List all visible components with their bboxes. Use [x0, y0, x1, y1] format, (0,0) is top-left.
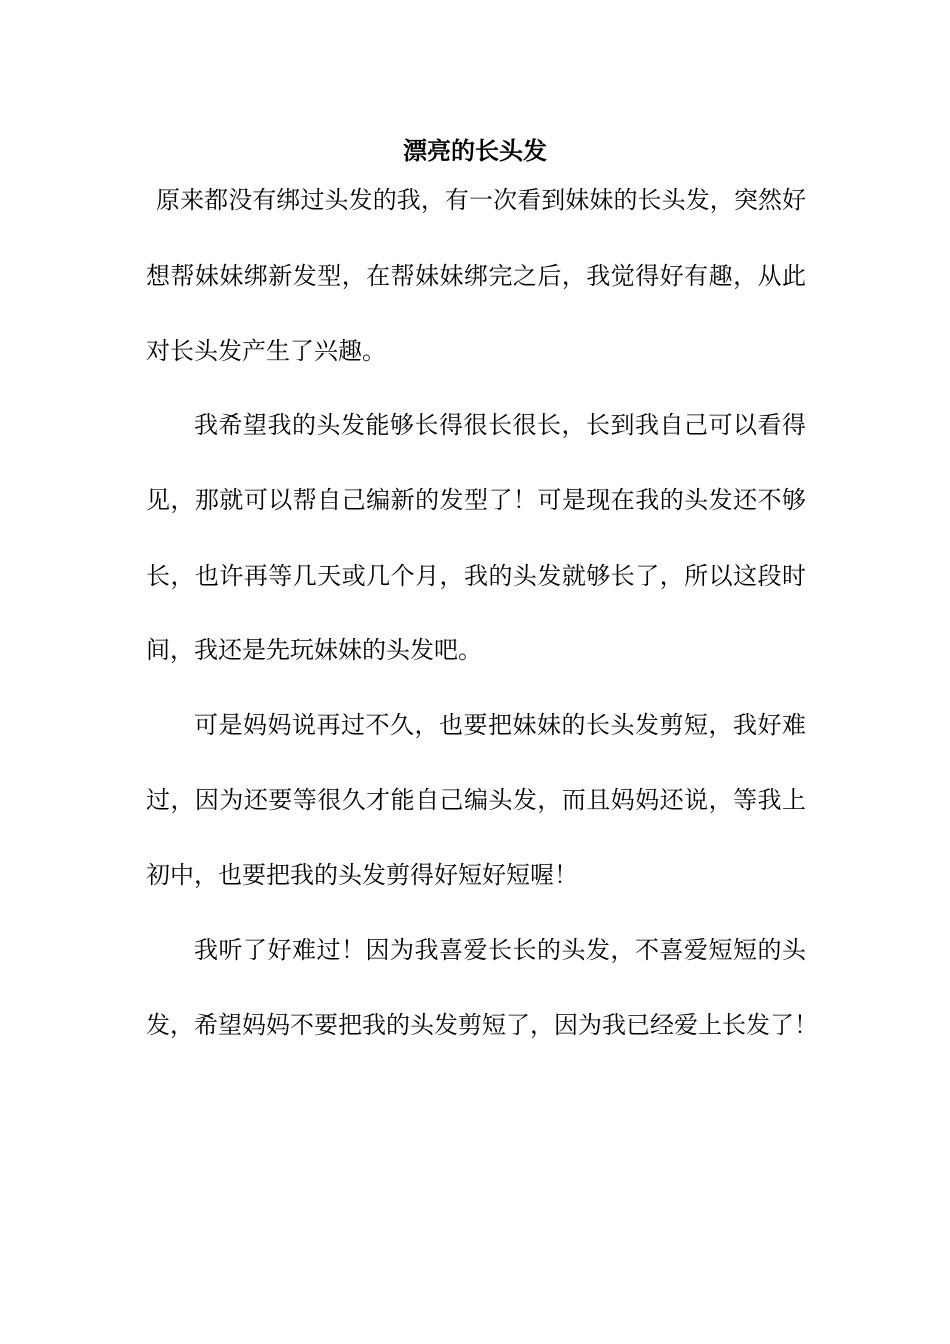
paragraph-2-line-1: 我希望我的头发能够长得很长很长，长到我自己可以看得 [194, 411, 806, 439]
paragraph-4-line-1: 我听了好难过！因为我喜爱长长的头发，不喜爱短短的头 [194, 936, 806, 964]
paragraph-3-line-3: 初中，也要把我的头发剪得好短好短喔！ [146, 861, 578, 889]
paragraph-4-line-2: 发，希望妈妈不要把我的头发剪短了，因为我已经爱上长发了！ [146, 1011, 818, 1039]
document-title: 漂亮的长头发 [403, 136, 547, 165]
paragraph-3-line-1: 可是妈妈说再过不久，也要把妹妹的长头发剪短，我好难 [194, 711, 806, 739]
paragraph-1-line-3: 对长头发产生了兴趣。 [146, 337, 386, 365]
paragraph-1-line-1: 原来都没有绑过头发的我，有一次看到妹妹的长头发，突然好 [156, 186, 806, 214]
paragraph-1-line-2: 想帮妹妹绑新发型，在帮妹妹绑完之后，我觉得好有趣，从此 [146, 262, 806, 290]
paragraph-3-line-2: 过，因为还要等很久才能自己编头发，而且妈妈还说，等我上 [146, 786, 806, 814]
paragraph-2-line-2: 见，那就可以帮自己编新的发型了！可是现在我的头发还不够 [146, 486, 806, 514]
paragraph-2-line-4: 间，我还是先玩妹妹的头发吧。 [146, 636, 482, 664]
paragraph-2-line-3: 长，也许再等几天或几个月，我的头发就够长了，所以这段时 [146, 562, 806, 590]
